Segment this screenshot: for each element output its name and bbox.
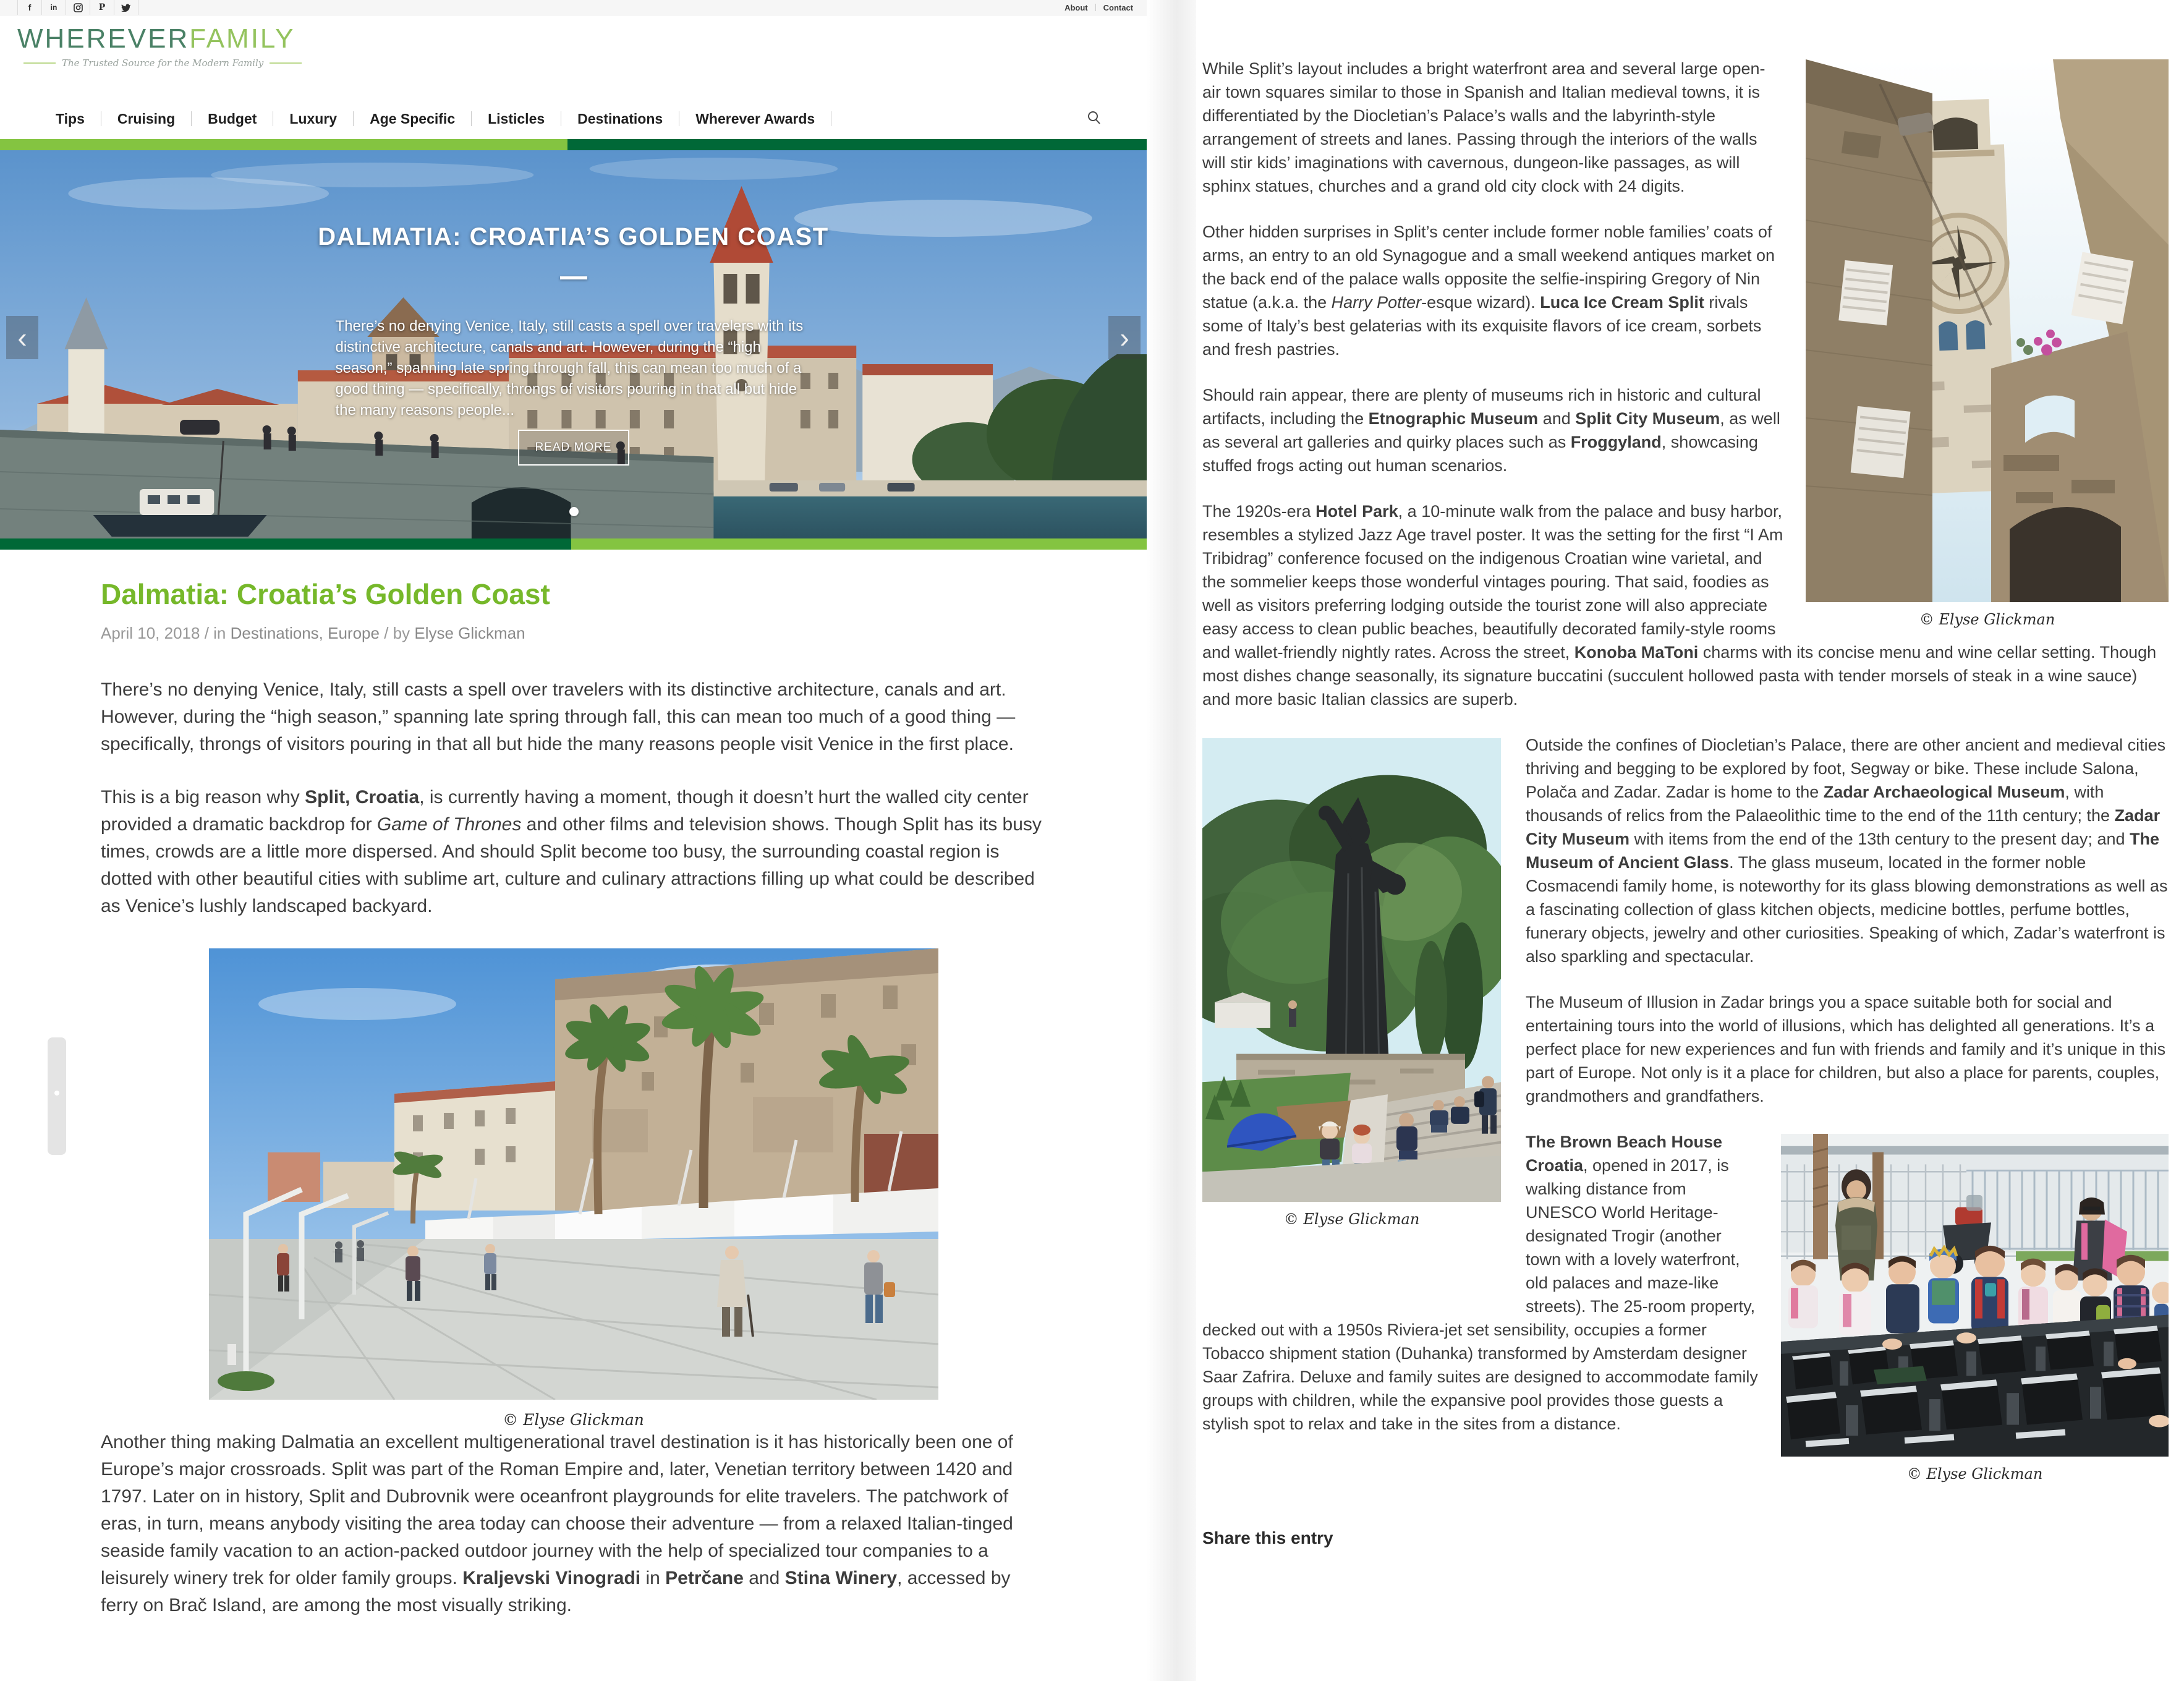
nav-item-wherever-awards[interactable]: Wherever Awards xyxy=(679,111,831,126)
hero-teaser-text: There’s no denying Venice, Italy, still casts a spell over travelers with its distinctive architecture, canals and art. However, during the “high season,” spanning late spring through fall, this can mean too much of a good thing — specifically, throngs of visitors pouring in that all but hide the many reasons people... xyxy=(335,318,804,419)
kids-city-model-photo-figure xyxy=(1781,1134,2169,1483)
photo-caption: © Elyse Glickman xyxy=(1283,1211,1420,1228)
nav-item-luxury[interactable]: Luxury xyxy=(273,111,354,126)
topbar xyxy=(0,0,1147,15)
logo-tagline xyxy=(17,57,308,69)
instagram-icon[interactable] xyxy=(66,0,90,15)
paragraph: Another thing making Dalmatia an excellent multigenerational travel destination is it has historically been one of Europe’s major crossroads. Split was part of the Roman Empire and, later, Venetian territory between 1420 and 1797. Later on in history, Split and Dubrovnik were oceanfront playgrounds for elite travelers. The patchwork of eras, in turn, means anybody visiting the area today can choose their adventure — from a relaxed Italian-tinged seaside family vacation to an action-packed outdoor journey with the help of specialized tour companies to a leisurely winery trek for older family groups. Kraljevski Vinogradi in Petrčane and Stina Winery, accessed by ferry on Brač Island, are among the most visually striking. xyxy=(101,1432,1013,1615)
paragraph: The Museum of Illusion in Zadar brings you a space suitable both for social and entertaining tours into the world of illusions, which has delighted all generations. It’s a perfect place for new experiences and fun with friends and family and it’s unique in this part of Europe. Not only is it a place for children, but also a place for parents, couples, grandmothers and grandfathers. xyxy=(1526,993,2166,1105)
meta-in-separator: / in xyxy=(204,624,226,642)
share-this-entry-heading: Share this entry xyxy=(1202,1528,1333,1547)
article-date: April 10, 2018 xyxy=(101,624,200,642)
read-more-button[interactable]: READ MORE xyxy=(517,430,629,466)
split-clock-tower-image xyxy=(1806,59,2169,602)
nav-item-destinations[interactable]: Destinations xyxy=(561,111,679,126)
facebook-icon[interactable]: f xyxy=(17,0,41,15)
topbar-links xyxy=(1064,3,1133,12)
hero-slide-title[interactable]: DALMATIA: CROATIA’S GOLDEN COAST xyxy=(318,223,829,250)
photo-caption: © Elyse Glickman xyxy=(503,1411,644,1429)
categories-link[interactable]: Destinations, Europe xyxy=(230,624,380,642)
paragraph: While Split’s layout includes a bright waterfront area and several large open-air town squares similar to those in Spanish and Italian medieval towns, it is differentiated by the Diocletian’s Palace’s walls and the labyrinth-style arrangement of streets and lanes. Passing through the interiors of the walls will stir kids’ imaginations with cavernous, dungeon-like passages, as will sphinx statues, churches and a grand old city clock with 24 digits. xyxy=(1202,59,1765,195)
clock-tower-photo-figure xyxy=(1806,59,2169,628)
tagline-text: The Trusted Source for the Modern Family xyxy=(62,57,264,69)
logo-wherever: WHEREVER xyxy=(17,23,190,54)
site-logo[interactable] xyxy=(17,24,308,69)
nav-item-age-specific[interactable]: Age Specific xyxy=(354,111,472,126)
search-icon[interactable] xyxy=(1086,109,1102,129)
green-accent-bar-bottom xyxy=(0,538,1147,550)
twitter-icon[interactable] xyxy=(114,0,138,15)
gregory-of-nin-photo-figure xyxy=(1202,738,1501,1228)
article-body-left xyxy=(0,550,1147,1619)
carousel-next-arrow-icon[interactable]: › xyxy=(1108,316,1141,359)
paragraph: Outside the confines of Diocletian’s Palace, there are other ancient and medieval cities thriving and begging to be explored by foot, Segway or bike. These include Salona, Polača and Zadar. Zadar is home to the Zadar Archaeological Museum, with thousands of relics from the Palaeolithic time to the end of the 11th century; the Zadar City Museum with items from the end of the 13th century to the present day; and The Museum of Ancient Glass. The glass museum, located in the former noble Cosmacendi family home, is noteworthy for its glass blowing demonstrations as well as a fascinating collection of glass kitchen objects, medicine bottles, perfume bottles, funerary objects, jewelry and other curiosities. Speaking of which, Zadar’s waterfront is also sparkling and spectacular. xyxy=(1526,736,2168,966)
children-around-city-model-image xyxy=(1781,1134,2169,1457)
article-meta xyxy=(101,624,1046,643)
hero-carousel xyxy=(0,150,1147,538)
tagline-dash-left xyxy=(23,62,56,64)
page-title: Dalmatia: Croatia’s Golden Coast xyxy=(101,578,550,610)
paragraph: The 1920s-era Hotel Park, a 10-minute walk from the palace and busy harbor, resembles a stylized Jazz Age travel poster. It was the setting for the first “I Am Tribidrag” conference focused on the indigenous Croatian wine varietal, and the sommelier keeps those wonderful vintages pouring. That said, foodies as well as visitors preferring lodging outside the tourist zone will also appreciate easy access to clean public beaches, beautifully decorated family-style rooms and wallet-friendly nightly rates. Across the street, Konoba MaToni charms with its concise menu and wine cellar setting. Though most dishes change seasonally, its signature buccatini (succulent hollowed pasta with tender morsels of steak in a wine sauce) and more basic Italian classics are superb. xyxy=(1202,502,2157,709)
tagline-dash-right xyxy=(270,62,302,64)
photo-caption: © Elyse Glickman xyxy=(1906,1465,2043,1483)
pinterest-icon[interactable]: P xyxy=(90,0,114,15)
carousel-prev-arrow-icon[interactable]: ‹ xyxy=(6,316,38,359)
paragraph: Other hidden surprises in Split’s center include former noble families’ coats of arms, an entry to an old Synagogue and a small weekend antiques market on the back end of the palace walls opposite the selfie-inspiring Gregory of Nin statue (a.k.a. the Harry Potter-esque wizard). Luca Ice Cream Split rivals some of Italy’s best gelaterias with its exquisite flavors of ice cream, sorbets and fresh pastries. xyxy=(1202,223,1775,359)
article-body-right xyxy=(1196,0,2184,1681)
author-link[interactable]: Elyse Glickman xyxy=(414,624,525,642)
main-nav xyxy=(0,98,1147,139)
split-riva-promenade-image xyxy=(209,948,938,1400)
nav-item-listicles[interactable]: Listicles xyxy=(472,111,561,126)
logo-family: FAMILY xyxy=(189,23,295,54)
paragraph: The Brown Beach House Croatia, opened in 2017, is walking distance from UNESCO World Heritage-designated Trogir (another town with a lovely waterfront, old palaces and maze-like streets). The 25-room property, decked out with a 1950s Riviera-jet set sensibility, occupies a former Tobacco shipment station (Duhanka) transformed by Amsterdam designer Saar Zafrira. Deluxe and family suites are designed to accommodate family groups with children, while the expansive pool provides those guests a stylish spot to relax and take in the sites from a distance. xyxy=(1202,1133,1758,1433)
gregory-of-nin-statue-image xyxy=(1202,738,1501,1202)
nav-item-cruising[interactable]: Cruising xyxy=(101,111,192,126)
paragraph: Should rain appear, there are plenty of museums rich in historic and cultural artifacts, including the Etnographic Museum and Split City Museum, as well as several art galleries and quirky places such as Froggyland, showcasing stuffed frogs acting out human scenarios. xyxy=(1202,386,1780,475)
photo-caption: © Elyse Glickman xyxy=(1919,611,2055,628)
linkedin-icon[interactable]: in xyxy=(41,0,66,15)
paragraph: This is a big reason why Split, Croatia, is currently having a moment, though it doesn’t hurt the walled city center provided a dramatic backdrop for Game of Thrones and other films and television shows. Though Split has its busy times, crowds are a little more dispersed. And should Split become too busy, the surrounding coastal region is dotted with other beautiful cities with sublime art, culture and culinary attractions filling up what could be described as Venice’s lushly landscaped backyard. xyxy=(101,787,1042,916)
pane-divider xyxy=(1147,0,1196,1681)
social-bar xyxy=(17,0,138,15)
nav-item-tips[interactable]: Tips xyxy=(56,111,101,126)
site-header xyxy=(0,15,1147,139)
topbar-separator xyxy=(1095,4,1096,11)
green-accent-bar-top xyxy=(0,139,1147,150)
hero-title-divider xyxy=(560,276,587,279)
paragraph: There’s no denying Venice, Italy, still casts a spell over travelers with its distinctive architecture, canals and art. However, during the “high season,” spanning late spring through fall, this can mean too much of a good thing — specifically, throngs of visitors pouring in that all but hide the many reasons people visit Venice in the first place. xyxy=(101,679,1016,754)
nav-item-budget[interactable]: Budget xyxy=(192,111,273,126)
contact-link[interactable]: Contact xyxy=(1103,2,1133,12)
promenade-photo-figure xyxy=(209,948,938,1429)
meta-by-separator: / by xyxy=(384,624,410,642)
floating-share-tab[interactable] xyxy=(48,1037,66,1155)
hero-overlay xyxy=(0,150,1147,538)
carousel-dot-indicator[interactable] xyxy=(569,507,579,516)
about-link[interactable]: About xyxy=(1064,2,1088,12)
